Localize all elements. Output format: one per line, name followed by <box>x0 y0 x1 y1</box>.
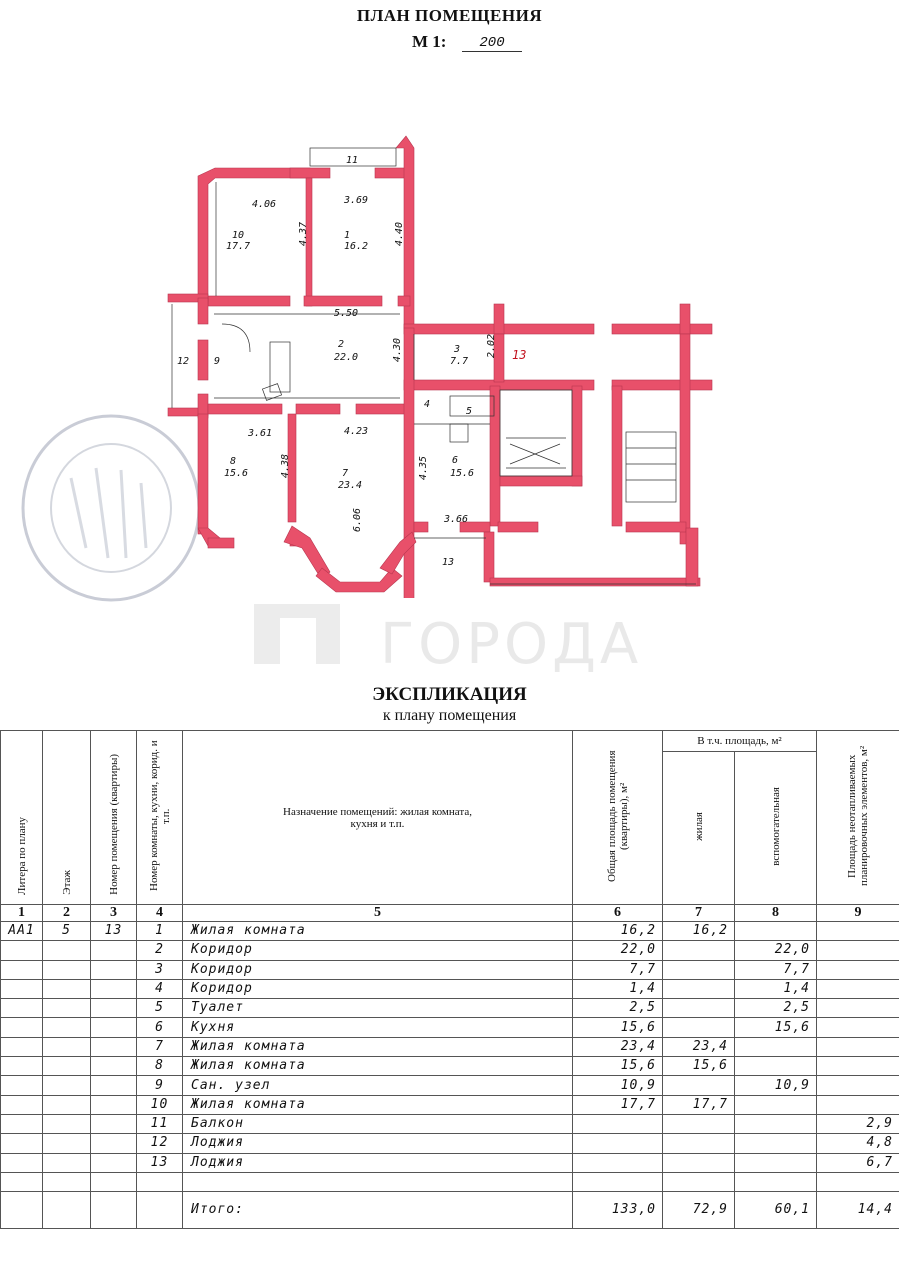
cell-name: Туалет <box>183 999 573 1018</box>
cell-aux: 22,0 <box>735 941 817 960</box>
cell-aux: 2,5 <box>735 999 817 1018</box>
cell-aux <box>735 1095 817 1114</box>
scale-value: 200 <box>462 35 522 52</box>
cell-aux <box>735 1134 817 1153</box>
walls <box>168 136 712 598</box>
cell-room: 9 <box>137 1076 183 1095</box>
cell-unheated <box>817 999 899 1018</box>
room-2-area: 22.0 <box>334 352 359 363</box>
col-header-apt: Номер помещения (квартиры) <box>91 731 137 905</box>
cell-living <box>663 1114 735 1133</box>
cell-total: 16,2 <box>573 922 663 941</box>
room-3-area: 7.7 <box>450 356 469 367</box>
cell-total: 1,4 <box>573 979 663 998</box>
cell-aux: 10,9 <box>735 1076 817 1095</box>
cell-floor <box>43 1018 91 1037</box>
cell-total: 22,0 <box>573 941 663 960</box>
dim-4: 4.40 <box>394 221 405 246</box>
col-number: 6 <box>573 905 663 922</box>
cell-living <box>663 1018 735 1037</box>
table-row <box>1 941 899 960</box>
cell-lit <box>1 1057 43 1076</box>
cell-floor <box>43 1076 91 1095</box>
col-header-room: Номер комнаты, кухни, корид. и т.п. <box>137 731 183 905</box>
cell-unheated <box>817 1018 899 1037</box>
explication-subtitle: к плану помещения <box>382 707 517 724</box>
room-9-no: 9 <box>214 356 221 367</box>
cell-total: 23,4 <box>573 1037 663 1056</box>
cell-total <box>573 1153 663 1172</box>
cell-room: 7 <box>137 1037 183 1056</box>
cell-room: 5 <box>137 999 183 1018</box>
cell-living <box>663 999 735 1018</box>
dim-8: 3.61 <box>248 428 273 439</box>
cell-aux: 15,6 <box>735 1018 817 1037</box>
cell-living <box>663 1134 735 1153</box>
table-row <box>1 1057 899 1076</box>
room-13-no: 13 <box>442 557 455 568</box>
total-area: 133,0 <box>573 1192 663 1229</box>
cell-lit <box>1 1134 43 1153</box>
col-header-unheated: Площадь неотапливаемых планировочных элементов, м² <box>817 731 899 905</box>
cell-unheated <box>817 960 899 979</box>
cell-name: Жилая комната <box>183 1057 573 1076</box>
cell-apt <box>91 941 137 960</box>
cell-room: 3 <box>137 960 183 979</box>
cell-lit <box>1 999 43 1018</box>
cell-aux <box>735 1114 817 1133</box>
room-4-no: 4 <box>424 399 431 410</box>
cell-lit <box>1 941 43 960</box>
cell-aux <box>735 1153 817 1172</box>
cell-lit <box>1 960 43 979</box>
table-row <box>1 1076 899 1095</box>
cell-floor <box>43 979 91 998</box>
cell-total: 15,6 <box>573 1018 663 1037</box>
cell-living: 15,6 <box>663 1057 735 1076</box>
room-11-no: 11 <box>346 155 359 166</box>
col-number: 1 <box>1 905 43 922</box>
room-7-area: 23.4 <box>338 480 363 491</box>
cell-name: Жилая комната <box>183 922 573 941</box>
cell-unheated <box>817 922 899 941</box>
room-10-no: 10 <box>232 230 245 241</box>
cell-floor <box>43 1153 91 1172</box>
cell-unheated <box>817 1076 899 1095</box>
cell-aux <box>735 922 817 941</box>
cell-aux <box>735 1037 817 1056</box>
col-header-total: Общая площадь помещения (квартиры), м² <box>573 731 663 905</box>
room-8-no: 8 <box>230 456 237 467</box>
cell-apt <box>91 1134 137 1153</box>
cell-unheated: 2,9 <box>817 1114 899 1133</box>
explication-title: ЭКСПЛИКАЦИЯ <box>372 684 527 705</box>
cell-lit <box>1 1114 43 1133</box>
cell-total: 7,7 <box>573 960 663 979</box>
cell-apt <box>91 1153 137 1172</box>
dim-2: 3.69 <box>344 195 369 206</box>
total-row <box>1 1192 899 1229</box>
cell-room: 8 <box>137 1057 183 1076</box>
col-number: 3 <box>91 905 137 922</box>
col-number: 7 <box>663 905 735 922</box>
dim-12: 4.35 <box>418 455 429 480</box>
cell-name: Лоджия <box>183 1153 573 1172</box>
total-aux: 60,1 <box>735 1192 817 1229</box>
col-number: 5 <box>183 905 573 922</box>
room-6-no: 6 <box>452 455 459 466</box>
cell-living <box>663 1153 735 1172</box>
dim-10: 4.38 <box>280 453 291 478</box>
cell-living: 17,7 <box>663 1095 735 1114</box>
cell-apt <box>91 1057 137 1076</box>
scale-label: М 1: <box>412 32 447 51</box>
cell-total: 17,7 <box>573 1095 663 1114</box>
cell-lit <box>1 1018 43 1037</box>
cell-unheated <box>817 1057 899 1076</box>
cell-unheated: 6,7 <box>817 1153 899 1172</box>
room-5-no: 5 <box>466 406 473 417</box>
table-row <box>1 1037 899 1056</box>
col-header-vtch: В т.ч. площадь, м² <box>663 731 817 752</box>
cell-lit <box>1 979 43 998</box>
cell-apt <box>91 979 137 998</box>
table-row <box>1 1018 899 1037</box>
cell-unheated <box>817 1037 899 1056</box>
cell-name: Коридор <box>183 941 573 960</box>
table-row <box>1 922 899 941</box>
cell-floor <box>43 1037 91 1056</box>
cell-apt <box>91 1018 137 1037</box>
cell-name: Коридор <box>183 979 573 998</box>
col-header-aux: вспомогательная <box>735 752 817 905</box>
cell-floor <box>43 941 91 960</box>
cell-apt: 13 <box>91 922 137 941</box>
cell-unheated <box>817 979 899 998</box>
cell-apt <box>91 1095 137 1114</box>
total-living: 72,9 <box>663 1192 735 1229</box>
cell-aux <box>735 1057 817 1076</box>
cell-living: 16,2 <box>663 922 735 941</box>
cell-name: Кухня <box>183 1018 573 1037</box>
cell-apt <box>91 1114 137 1133</box>
col-header-litera: Литера по плану <box>1 731 43 905</box>
room-7-no: 7 <box>342 468 349 479</box>
header-row <box>1 731 899 752</box>
cell-living: 23,4 <box>663 1037 735 1056</box>
table-row <box>1 1153 899 1172</box>
total-label: Итого: <box>183 1192 573 1229</box>
cell-name: Жилая комната <box>183 1095 573 1114</box>
cell-room: 10 <box>137 1095 183 1114</box>
cell-living <box>663 960 735 979</box>
cell-name: Жилая комната <box>183 1037 573 1056</box>
cell-floor <box>43 999 91 1018</box>
col-header-etazh: Этаж <box>43 731 91 905</box>
cell-name: Коридор <box>183 960 573 979</box>
cell-room: 1 <box>137 922 183 941</box>
room-6-area: 15.6 <box>450 468 475 479</box>
table-row <box>1 979 899 998</box>
room-3-no: 3 <box>454 344 461 355</box>
cell-floor <box>43 960 91 979</box>
dim-9: 4.23 <box>344 426 369 437</box>
dim-11: 6.06 <box>352 507 363 532</box>
dim-3: 4.37 <box>298 221 309 246</box>
cell-aux: 1,4 <box>735 979 817 998</box>
table-row <box>1 1114 899 1133</box>
cell-total: 10,9 <box>573 1076 663 1095</box>
cell-lit <box>1 1076 43 1095</box>
cell-floor: 5 <box>43 922 91 941</box>
cell-total: 2,5 <box>573 999 663 1018</box>
dim-1: 4.06 <box>252 199 277 210</box>
cell-aux: 7,7 <box>735 960 817 979</box>
cell-room: 4 <box>137 979 183 998</box>
cell-total: 15,6 <box>573 1057 663 1076</box>
cell-apt <box>91 999 137 1018</box>
col-header-name: Назначение помещений: жилая комната, кухня и т.п. <box>183 731 573 905</box>
col-number: 8 <box>735 905 817 922</box>
cell-floor <box>43 1114 91 1133</box>
watermark-text: ГОРОДА <box>380 612 643 677</box>
cell-total <box>573 1114 663 1133</box>
cell-name: Лоджия <box>183 1134 573 1153</box>
cell-apt <box>91 1076 137 1095</box>
table-row <box>1 960 899 979</box>
room-10-area: 17.7 <box>226 241 251 252</box>
room-1-area: 16.2 <box>344 241 369 252</box>
cell-unheated <box>817 941 899 960</box>
cell-lit <box>1 1095 43 1114</box>
cell-living <box>663 979 735 998</box>
empty-row <box>1 1172 899 1191</box>
cell-room: 6 <box>137 1018 183 1037</box>
cell-lit <box>1 1153 43 1172</box>
floor-plan <box>160 128 720 598</box>
col-number: 2 <box>43 905 91 922</box>
cell-living <box>663 1076 735 1095</box>
room-8-area: 15.6 <box>224 468 249 479</box>
cell-lit: АА1 <box>1 922 43 941</box>
col-header-living: жилая <box>663 752 735 905</box>
table-row <box>1 1134 899 1153</box>
table-row <box>1 1095 899 1114</box>
cell-room: 12 <box>137 1134 183 1153</box>
cell-floor <box>43 1057 91 1076</box>
red-annotation: 13 <box>512 348 527 362</box>
cell-lit <box>1 1037 43 1056</box>
room-1-no: 1 <box>344 230 351 241</box>
col-number: 9 <box>817 905 899 922</box>
cell-floor <box>43 1095 91 1114</box>
table-row <box>1 999 899 1018</box>
cell-name: Сан. узел <box>183 1076 573 1095</box>
cell-name: Балкон <box>183 1114 573 1133</box>
dim-13: 3.66 <box>444 514 469 525</box>
total-unheated: 14,4 <box>817 1192 899 1229</box>
cell-apt <box>91 1037 137 1056</box>
cell-total <box>573 1134 663 1153</box>
cell-unheated <box>817 1095 899 1114</box>
page-title: ПЛАН ПОМЕЩЕНИЯ <box>356 6 543 25</box>
column-number-row <box>1 905 899 922</box>
dim-5: 5.50 <box>334 308 359 319</box>
room-12-no: 12 <box>177 356 190 367</box>
cell-apt <box>91 960 137 979</box>
dim-7: 2.02 <box>486 333 497 358</box>
cell-room: 13 <box>137 1153 183 1172</box>
cell-floor <box>43 1134 91 1153</box>
cell-unheated: 4,8 <box>817 1134 899 1153</box>
dim-6: 4.30 <box>392 337 403 362</box>
cell-living <box>663 941 735 960</box>
explication-table <box>0 730 899 1229</box>
cell-room: 2 <box>137 941 183 960</box>
col-number: 4 <box>137 905 183 922</box>
room-2-no: 2 <box>338 339 345 350</box>
cell-room: 11 <box>137 1114 183 1133</box>
